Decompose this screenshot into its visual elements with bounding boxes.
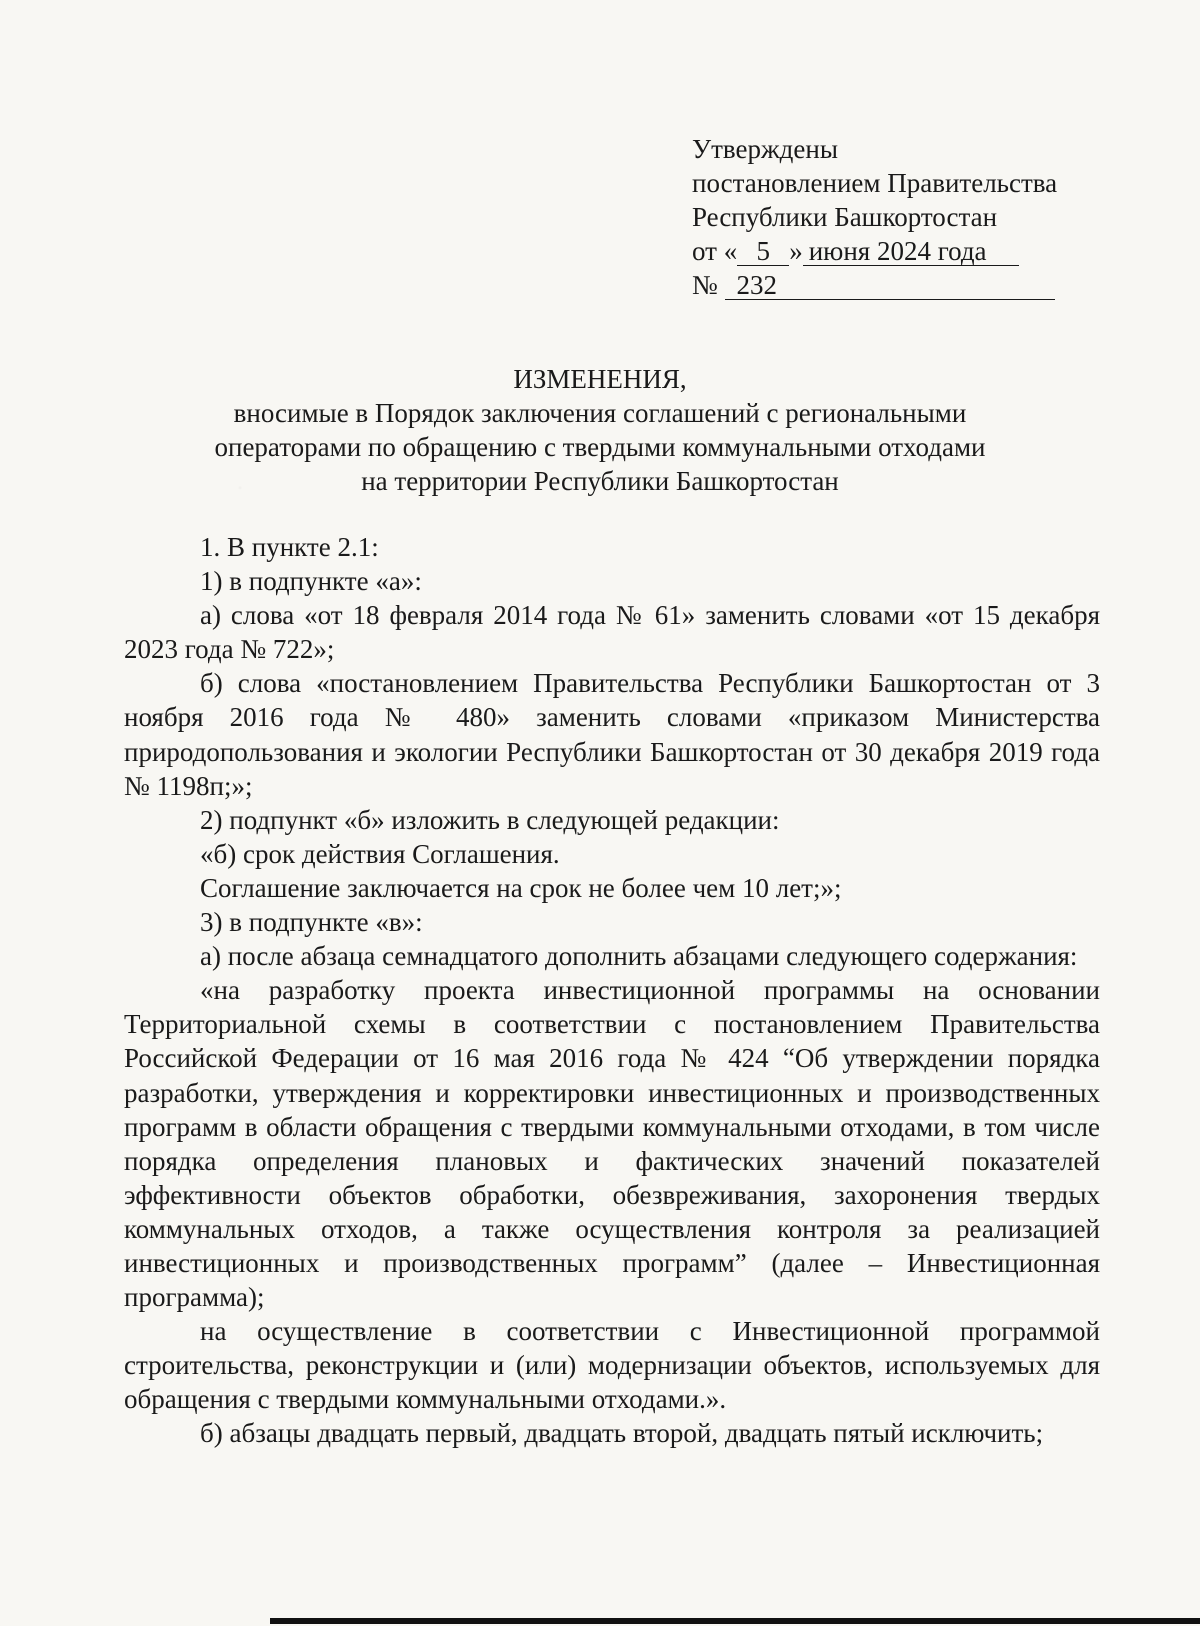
paragraph-12: б) абзацы двадцать первый, двадцать второй, двадцать пятый исключить; bbox=[200, 1418, 1044, 1449]
subtitle-line-3: на территории Республики Башкортостан bbox=[361, 466, 839, 496]
paragraph-8: 3) в подпункте «в»: bbox=[200, 907, 423, 938]
paragraph-11: на осуществление в соответствии с Инвестиционной программой строительства, реконструкции и (или) модернизации объектов, используемых для обращения с твердыми коммунальными отходами.». bbox=[124, 1316, 1100, 1415]
approval-date bbox=[692, 234, 1112, 268]
approval-line-approved: Утверждены bbox=[692, 134, 838, 164]
paragraph-2: 1) в подпункте «а»: bbox=[200, 566, 422, 597]
document-subtitle bbox=[120, 396, 1080, 498]
approval-line-republic: Республики Башкортостан bbox=[692, 202, 998, 232]
approval-date-close: » bbox=[789, 236, 803, 266]
paragraph-1: 1. В пункте 2.1: bbox=[200, 532, 379, 562]
approval-line-resolution: постановлением Правительства bbox=[692, 168, 1058, 198]
paragraph-7: Соглашение заключается на срок не более чем 10 лет;»; bbox=[200, 872, 842, 903]
subtitle-line-2: операторами по обращению с твердыми коммунальными отходами bbox=[214, 432, 986, 462]
paragraph-10: «на разработку проекта инвестиционной программы на основании Территориальной схемы в соответствии с постановлением Правительства Российской Федерации от 16 мая 2016 года № 424 “Об утверждении порядка разработки, утверждения и корректировки инвестиционных и производственных программ в области обращения с твердыми коммунальными отходами, в том числе порядка определения плановых и фактических значений показателей эффективности объектов обработки, обезвреживания, захоронения твердых коммунальных отходов, а также осуществления контроля за реализацией инвестиционных и производственных программ” (далее – Инвестиционная программа); bbox=[124, 975, 1100, 1313]
paragraph-5: 2) подпункт «б» изложить в следующей редакции: bbox=[200, 804, 780, 835]
paragraph-3: а) слова «от 18 февраля 2014 года № 61» заменить словами «от 15 декабря 2023 года № 722»; bbox=[124, 600, 1100, 665]
document-heading bbox=[120, 362, 1080, 498]
approval-date-month-year: июня 2024 года bbox=[803, 237, 1019, 266]
approval-date-day: 5 bbox=[737, 237, 789, 266]
document-title: ИЗМЕНЕНИЯ, bbox=[513, 364, 687, 394]
paragraph-9: а) после абзаца семнадцатого дополнить абзацами следующего содержания: bbox=[200, 941, 1078, 972]
bottom-rule bbox=[270, 1618, 1200, 1624]
paragraph-4: б) слова «постановлением Правительства Республики Башкортостан от 3 ноября 2016 года № 480» заменить словами «приказом Министерства природопользования и экологии Республики Башкортостан от 30 декабря 2019 года № 1198п;»; bbox=[124, 668, 1100, 801]
document-body bbox=[124, 530, 1100, 1451]
approval-block bbox=[692, 132, 1112, 302]
approval-date-prefix: от « bbox=[692, 236, 738, 266]
approval-number bbox=[692, 268, 1112, 302]
subtitle-line-1: вносимые в Порядок заключения соглашений с региональными bbox=[233, 398, 967, 428]
paragraph-6: «б) срок действия Соглашения. bbox=[200, 838, 560, 869]
approval-number-prefix: № bbox=[692, 270, 718, 300]
approval-number-value: 232 bbox=[725, 271, 1055, 300]
